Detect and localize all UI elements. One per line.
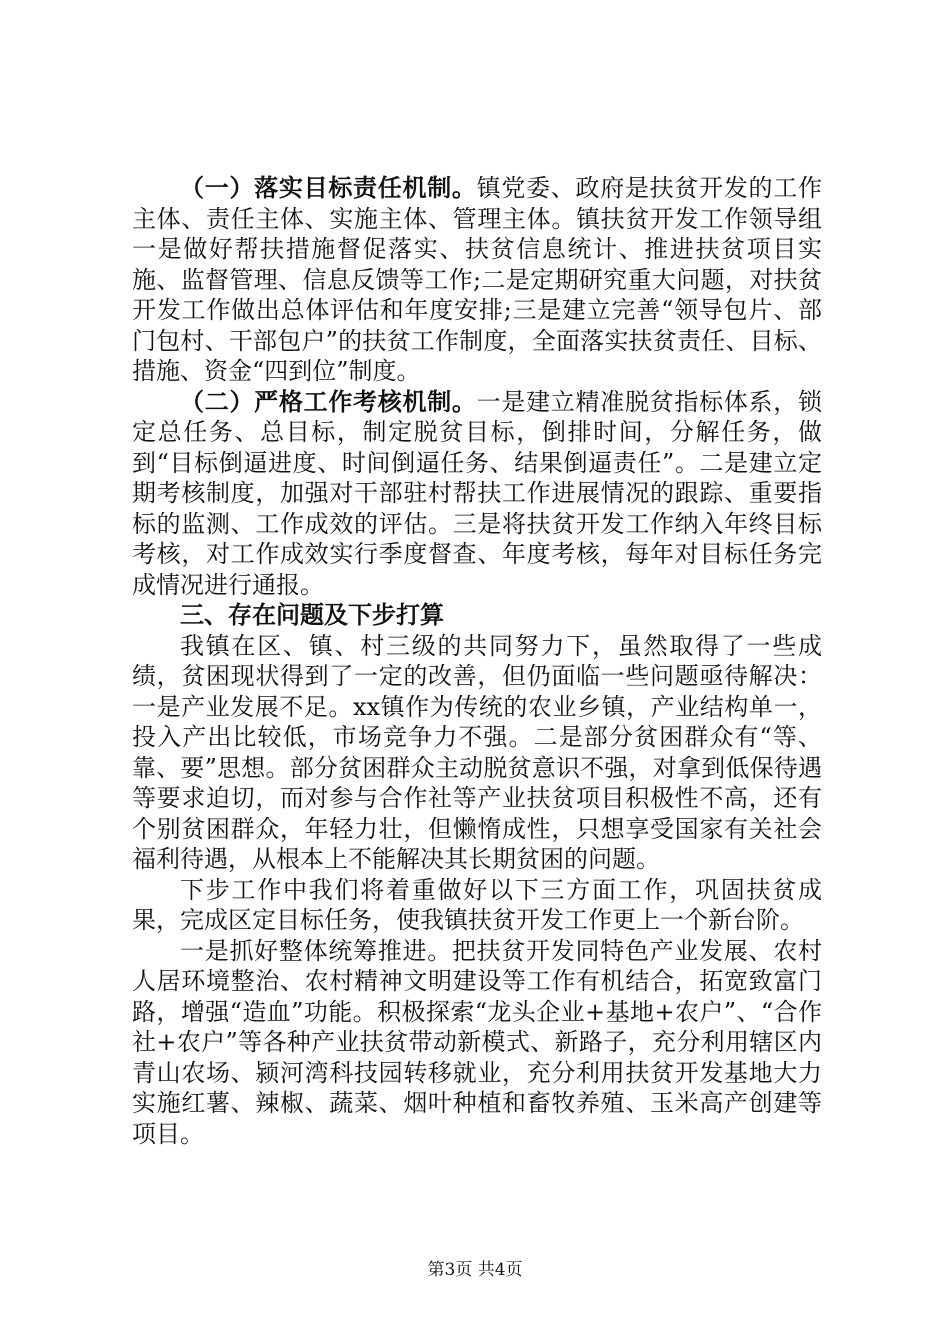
paragraph-text: 一是建立精准脱贫指标体系，锁定总任务、总目标，制定脱贫目标，倒排时间，分解任务，做到“目标倒逼进度、时间倒逼任务、结果倒逼责任”。二是建立定期考核制度，加强对干部驻村帮扶工作进展情况的跟踪、重要指标的监测、工作成效的评估。三是将扶贫开发工作纳入年终目标考核，对工作成效实行季度督查、年度考核，每年对目标任务完成情况进行通报。 — [132, 387, 822, 599]
paragraph-target-responsibility — [132, 173, 822, 387]
paragraph-next-steps: 下步工作中我们将着重做好以下三方面工作，巩固扶贫成果，完成区定目标任务，使我镇扶贫开发工作更上一个新台阶。 — [132, 875, 822, 934]
paragraph-work-assessment — [132, 387, 822, 601]
paragraph-problems: 我镇在区、镇、村三级的共同努力下，虽然取得了一些成绩，贫困现状得到了一定的改善，但仍面临一些问题亟待解决：一是产业发展不足。xx镇作为传统的农业乡镇，产业结构单一，投入产出比较低，市场竞争力不强。二是部分贫困群众有“等、靠、要”思想。部分贫困群众主动脱贫意识不强，对拿到低保待遇等要求迫切，而对参与合作社等产业扶贫项目积极性不高，还有个别贫困群众，年轻力壮，但懒惰成性，只想享受国家有关社会福利待遇，从根本上不能解决其长期贫困的问题。 — [132, 631, 822, 873]
paragraph-overall-planning: 一是抓好整体统筹推进。把扶贫开发同特色产业发展、农村人居环境整治、农村精神文明建设等工作有机结合，拓宽致富门路，增强“造血”功能。积极探索“龙头企业+基地+农户”、“合作社+农户”等各种产业扶贫带动新模式、新路子，充分利用辖区内青山农场、颍河湾科技园转移就业，充分利用扶贫开发基地大力实施红薯、辣椒、蔬菜、烟叶种植和畜牧养殖、玉米高产创建等项目。 — [132, 936, 822, 1148]
page-number-footer: 第3页 共4页 — [427, 1260, 523, 1280]
paragraph-text: 镇党委、政府是扶贫开发的工作主体、责任主体、实施主体、管理主体。镇扶贫开发工作领导组一是做好帮扶措施督促落实、扶贫信息统计、推进扶贫项目实施、监督管理、信息反馈等工作;二是定期研究重大问题，对扶贫开发工作做出总体评估和年度安排;三是建立完善“领导包片、部门包村、干部包户”的扶贫工作制度，全面落实扶贫责任、目标、措施、资金“四到位”制度。 — [132, 174, 822, 385]
document-body — [132, 173, 822, 1149]
paragraph-heading: （一）落实目标责任机制。 — [180, 173, 477, 202]
section-heading: 三、存在问题及下步打算 — [180, 600, 444, 629]
paragraph-heading: （二）严格工作考核机制。 — [180, 386, 477, 416]
